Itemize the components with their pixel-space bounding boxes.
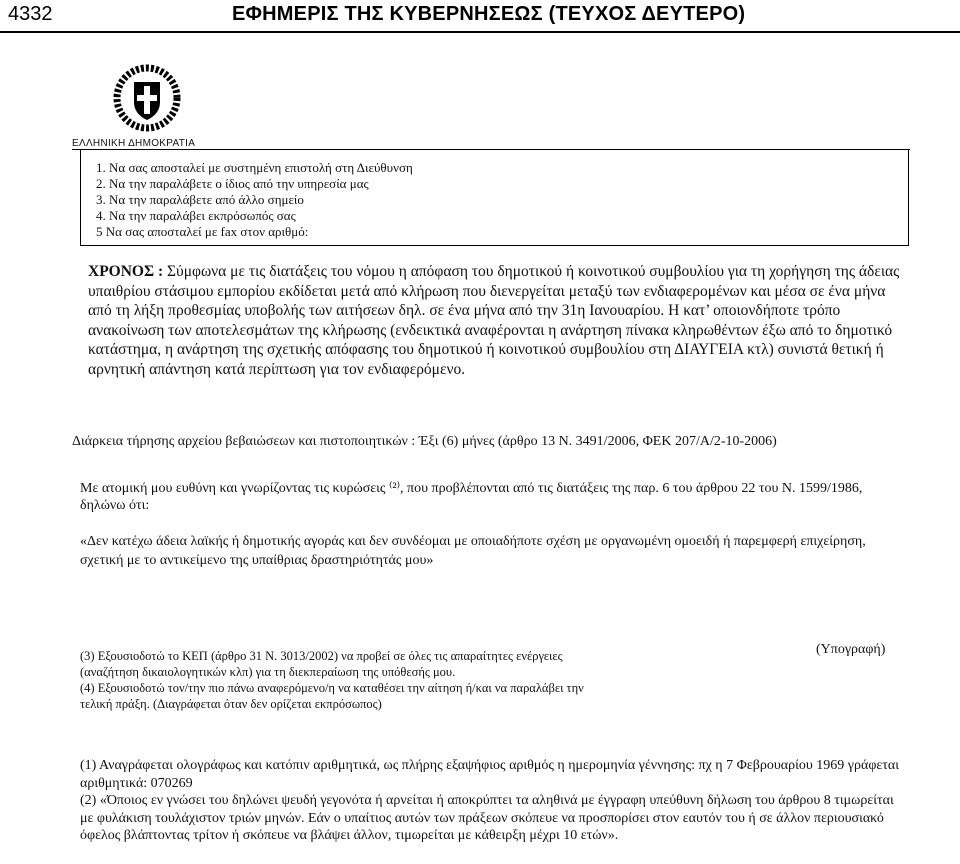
options-box-left-border — [80, 150, 81, 246]
delivery-option: 3. Να την παραλάβετε από άλλο σημείο — [96, 192, 304, 207]
authorization-footnotes — [80, 648, 600, 712]
time-limit-label: ΧΡΟΝΟΣ : — [88, 263, 164, 280]
options-box-bottom-border — [80, 245, 909, 246]
time-limit-text: Σύμφωνα με τις διατάξεις του νόμου η απόφαση του δημοτικού ή κοινοτικού συμβουλίου για τη χορήγηση της άδειας υπαιθρίου στάσιμου εμπορίου εκδίδεται μετά από κλήρωση που διενεργείται μεταξύ των ενδιαφερομένων και μέσα σε ένα μήνα από τη λήξη προθεσμίας υποβολής των αιτήσεων δηλ. σε ένα μήνα από την 31η Ιανουαρίου. Η κατ’ οποιονδήποτε τρόπο ανακοίνωση των αποτελεσμάτων της κλήρωσης (ενδεικτικά αναφέρονται η ανάρτηση πίνακα κληρωθέντων έξω από το δημοτικό κατάστημα, η ανάρτηση της σχετικής απόφασης του δημοτικού ή κοινοτικού συμβουλίου στη ΔΙΑΥΓΕΙΑ κτλ) συνιστά θετική ή αρνητική απάντηση κατά περίπτωση για τον ενδιαφερόμενο. — [88, 263, 900, 378]
declaration-intro: Με ατομική μου ευθύνη και γνωρίζοντας τις κυρώσεις ⁽²⁾, που προβλέπονται από τις διατάξεις της παρ. 6 του άρθρου 22 του Ν. 1599/1986, δηλώνω ότι: — [80, 481, 863, 513]
declaration-quote: «Δεν κατέχω άδεια λαϊκής ή δημοτικής αγοράς και δεν συνδέομαι με οποιαδήποτε σχέση με οργανωμένη ομοειδή ή παρεμφερή επιχείρηση, σχετική με το αντικείμενο της υπαίθριας δραστηριότητάς μου» — [80, 534, 866, 568]
delivery-option: 2. Να την παραλάβετε ο ίδιος από την υπηρεσία μας — [96, 176, 369, 191]
time-limit-paragraph — [88, 262, 908, 379]
legal-footnotes — [80, 757, 910, 845]
greek-coat-of-arms-icon — [112, 62, 182, 132]
signature-label: (Υπογραφή) — [816, 642, 886, 657]
delivery-option: 1. Να σας αποσταλεί με συστημένη επιστολή στη Διεύθυνση — [96, 160, 413, 175]
page-number: 4332 — [8, 3, 53, 25]
header-divider — [0, 31, 960, 33]
retention-period-note: Διάρκεια τήρησης αρχείου βεβαιώσεων και πιστοποιητικών : Έξι (6) μήνες (άρθρο 13 Ν. 3491/2006, ΦΕΚ 207/Α/2-10-2006) — [72, 434, 777, 449]
delivery-option: 4. Να την παραλάβει εκπρόσωπός σας — [96, 208, 296, 223]
state-divider — [72, 149, 910, 150]
delivery-option: 5 Να σας αποσταλεί με fax στον αριθμό: — [96, 224, 309, 239]
footnote-1: (1) Αναγράφεται ολογράφως και κατόπιν αριθμητικά, ως πλήρης εξαψήφιος αριθμός η ημερομηνία γέννησης: πχ η 7 Φεβρουαρίου 1969 γράφεται αριθμητικά: 070269 — [80, 758, 899, 791]
options-box-right-border — [908, 150, 909, 246]
footnote-4: (4) Εξουσιοδοτώ τον/την πιο πάνω αναφερόμενο/η να καταθέσει την αίτηση ή/και να παραλάβει την τελική πράξη. (Διαγράφεται όταν δεν ορίζεται εκπρόσωπος) — [80, 681, 584, 711]
footnote-3: (3) Εξουσιοδοτώ το ΚΕΠ (άρθρο 31 Ν. 3013/2002) να προβεί σε όλες τις απαραίτητες ενέργειες (αναζήτηση δικαιολογητικών κλπ) για τη διεκπεραίωση της υπόθεσής μου. — [80, 649, 563, 679]
footnote-2: (2) «Όποιος εν γνώσει του δηλώνει ψευδή γεγονότα ή αρνείται ή αποκρύπτει τα αληθινά με έγγραφη υπεύθυνη δήλωση του άρθρου 8 τιμωρείται με φυλάκιση τουλάχιστον τριών μηνών. Εάν ο υπαίτιος αυτών των πράξεων σκόπευε να προσπορίσει στον εαυτόν του ή σε άλλον περιουσιακό όφελος βλάπτοντας τρίτον ή σκόπευε να βλάψει άλλον, τιμωρείται με κάθειρξη μέχρι 10 ετών». — [80, 793, 894, 843]
delivery-options-list — [96, 160, 413, 240]
state-label: ΕΛΛΗΝΙΚΗ ΔΗΜΟΚΡΑΤΙΑ — [72, 138, 196, 149]
journal-title: ΕΦΗΜΕΡΙΣ ΤΗΣ ΚΥΒΕΡΝΗΣΕΩΣ (ΤΕΥΧΟΣ ΔΕΥΤΕΡΟ) — [232, 3, 746, 25]
